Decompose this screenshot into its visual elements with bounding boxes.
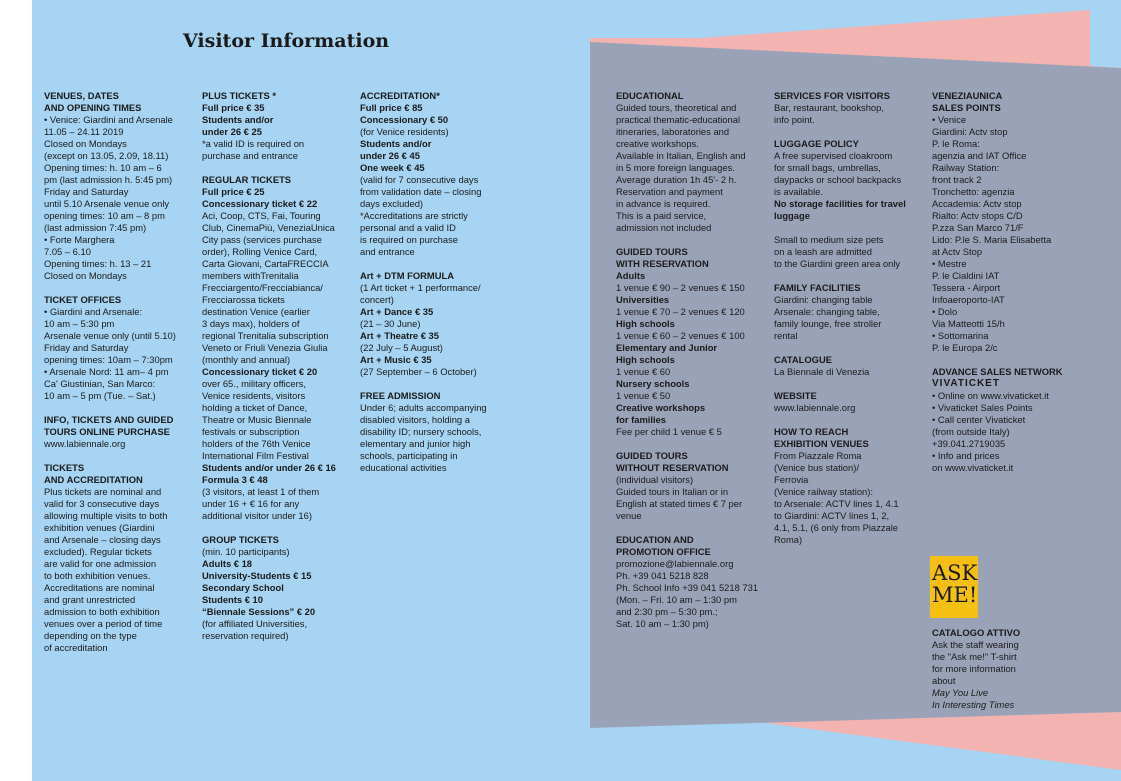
text-line: Sat. 10 am – 1:30 pm) [616,618,709,629]
text-line: Veneto or Friuli Venezia Giulia [202,342,328,353]
text-line: Accreditations are nominal [44,582,155,593]
text-line: about [932,675,956,686]
text-line: and entrance [360,246,415,257]
section-heading: TICKET OFFICES [44,294,122,305]
text-line: (monthly and annual) [202,354,291,365]
text-line: Guided tours in Italian or in [616,486,729,497]
spacer [44,450,194,462]
text-line: (Venice bus station)/ [774,462,859,473]
right-blue-edge [1090,0,1121,68]
text-line: Bar, restaurant, bookshop, [774,102,884,113]
text-line: This is a paid service, [616,210,707,221]
text-line: Venice residents, visitors [202,390,306,401]
text-line: personal and a valid ID [360,222,456,233]
text-line: at Actv Stop [932,246,983,257]
section-heading: ACCREDITATION* [360,90,440,101]
text-line: • Call center Vivaticket [932,414,1026,425]
bold-line: under 26 € 45 [360,150,420,161]
text-line: Ask the staff wearing [932,639,1019,650]
section-heading: LUGGAGE POLICY [774,138,859,149]
text-line: (for affiliated Universities, [202,618,308,629]
text-line: Friday and Saturday [44,186,129,197]
section-heading: REGULAR TICKETS [202,174,292,185]
text-line: • Dolo [932,306,958,317]
text-line: to Arsenale: ACTV lines 1, 4.1 [774,498,899,509]
section-heading: INFO, TICKETS AND GUIDED [44,414,174,425]
text-line: of accreditation [44,642,108,653]
text-line: Arsenale venue only (until 5.10) [44,330,176,341]
text-line: Available in Italian, English and [616,150,746,161]
bold-line: luggage [774,210,810,221]
bold-line: No storage facilities for travel [774,198,906,209]
text-line: holding a ticket of Dance, [202,402,308,413]
text-line: allowing multiple visits to both [44,510,168,521]
bold-line: Art + Theatre € 35 [360,330,439,341]
text-line: exhibition venues (Giardini [44,522,155,533]
page-title: Visitor Information [183,30,390,52]
spacer [774,378,924,390]
text-line: educational activities [360,462,447,473]
text-line: is available. [774,186,823,197]
text-line: Small to medium size pets [774,234,884,245]
section-heading: GUIDED TOURS [616,450,688,461]
column-venues [44,90,194,654]
text-line: order), Rolling Venice Card, [202,246,318,257]
text-line: Closed on Mondays [44,138,127,149]
bold-line: Secondary School [202,582,284,593]
text-line: Average duration 1h 45'- 2 h. [616,174,737,185]
text-line: (Venice railway station): [774,486,873,497]
text-line: www.labiennale.org [774,402,856,413]
text-line: and Arsenale – closing days [44,534,161,545]
text-line: P. le Europa 2/c [932,342,998,353]
spacer [774,342,924,354]
text-line: P.zza San Marco 71/F [932,222,1024,233]
text-line [932,687,1082,699]
text-line: 4.1, 5.1, (6 only from Piazzale [774,522,899,533]
text-line: concert) [360,294,394,305]
text-line: the "Ask me!" T-shirt [932,651,1017,662]
text-line: Railway Station: [932,162,1000,173]
bold-line: Concessionary ticket € 20 [202,366,318,377]
section-heading: GROUP TICKETS [202,534,279,545]
text-line: Closed on Mondays [44,270,127,281]
spacer [616,522,768,534]
section-heading: FREE ADMISSION [360,390,441,401]
text-line: 1 venue € 50 [616,390,671,401]
text-line: Accademia: Actv stop [932,198,1022,209]
text-line: (individual visitors) [616,474,694,485]
text-line: (except on 13.05, 2.09, 18.11) [44,150,169,161]
bold-line: Full price € 35 [202,102,265,113]
section-heading: PROMOTION OFFICE [616,546,711,557]
spacer [616,234,768,246]
section-heading: SERVICES FOR VISITORS [774,90,890,101]
text-line: Tronchetto: agenzia [932,186,1015,197]
bold-line: Full price € 25 [202,186,265,197]
column-services [774,90,924,546]
text-line: Theatre or Music Biennale [202,414,312,425]
text-line: La Biennale di Venezia [774,366,870,377]
bold-line: Nursery schools [616,378,690,389]
text-line: International Film Festival [202,450,309,461]
bold-line: for families [616,414,667,425]
spacer [774,270,924,282]
text-line: and 2:30 pm – 5:30 pm.; [616,606,718,617]
text-line: admission to both exhibition [44,606,160,617]
text-line: (valid for 7 consecutive days [360,174,479,185]
text-line: (from outside Italy) [932,426,1010,437]
text-line: on a leash are admitted [774,246,872,257]
text-line: 10 am – 5:30 pm [44,318,115,329]
bold-line: “Biennale Sessions” € 20 [202,606,316,617]
text-line: depending on the type [44,630,137,641]
section-heading: ADVANCE SALES NETWORK [932,366,1063,377]
text-line: Arsenale: changing table, [774,306,880,317]
text-line: Aci, Coop, CTS, Fai, Touring [202,210,321,221]
text-line: creative workshops. [616,138,699,149]
section-heading: HOW TO REACH [774,426,849,437]
text-line: disabled visitors, holding a [360,414,470,425]
text-line: • Giardini and Arsenale: [44,306,143,317]
section-heading: SALES POINTS [932,102,1001,113]
text-line: (1 Art ticket + 1 performance/ [360,282,481,293]
text-line: 11.05 – 24.11 2019 [44,126,124,137]
text-line: Via Matteotti 15/h [932,318,1005,329]
italic-text: May You Live [932,687,989,698]
text-line: for small bags, umbrellas, [774,162,881,173]
text-line: 10 am – 5 pm (Tue. – Sat.) [44,390,156,401]
text-line: • Vivaticket Sales Points [932,402,1033,413]
text-line: info point. [774,114,815,125]
text-line: Under 6; adults accompanying [360,402,487,413]
text-line: • Info and prices [932,450,1000,461]
text-line: disability ID; nursery schools, [360,426,482,437]
text-line: • Sottomarina [932,330,989,341]
text-line: • Arsenale Nord: 11 am– 4 pm [44,366,169,377]
text-line: • Venice [932,114,967,125]
text-line: on www.vivaticket.it [932,462,1014,473]
text-line: Plus tickets are nominal and [44,486,162,497]
spacer [360,378,510,390]
text-line: agenzia and IAT Office [932,150,1027,161]
text-line: (for Venice residents) [360,126,449,137]
text-line: festivals or subscription [202,426,300,437]
column-plus-tickets [202,90,352,642]
text-line: for more information [932,663,1016,674]
text-line: Guided tours, theoretical and [616,102,737,113]
section-heading: Art + DTM FORMULA [360,270,455,281]
text-line: are valid for one admission [44,558,157,569]
text-line: • Mestre [932,258,967,269]
text-line: 1 venue € 90 – 2 venues € 150 [616,282,745,293]
text-line: venues over a period of time [44,618,163,629]
text-line: elementary and junior high [360,438,471,449]
bold-line: Elementary and Junior [616,342,718,353]
section-heading: WEBSITE [774,390,817,401]
text-line: From Piazzale Roma [774,450,862,461]
text-line: Ferrovia [774,474,809,485]
spacer [616,438,768,450]
text-line: Ph. +39 041 5218 828 [616,570,709,581]
text-line: 3 days max), holders of [202,318,300,329]
section-heading: EDUCATIONAL [616,90,684,101]
text-line: admission not included [616,222,712,233]
text-line: Infoaeroporto-IAT [932,294,1005,305]
text-line: regional Trenitalia subscription [202,330,329,341]
text-line: English at stated times € 7 per [616,498,743,509]
text-line: Fee per child 1 venue € 5 [616,426,722,437]
text-line: (27 September – 6 October) [360,366,477,377]
bold-line: High schools [616,318,675,329]
text-line: to the Giardini green area only [774,258,901,269]
text-line: rental [774,330,798,341]
text-line: (21 – 30 June) [360,318,421,329]
spacer [932,354,1082,366]
text-line: Rialto: Actv stops C/D [932,210,1023,221]
text-line: Reservation and payment [616,186,723,197]
text-line: days excluded) [360,198,424,209]
section-heading: VENUES, DATES [44,90,119,101]
text-line: +39.041.2719035 [932,438,1006,449]
text-line: • Venice: Giardini and Arsenale [44,114,173,125]
spacer [774,222,924,234]
text-line: until 5.10 Arsenale venue only [44,198,170,209]
text-line [932,699,1082,711]
bold-line: One week € 45 [360,162,425,173]
column-accreditation [360,90,510,474]
section-heading: VENEZIAUNICA [932,90,1003,101]
bold-line: Formula 3 € 48 [202,474,268,485]
text-line: Carta Giovani, CartaFRECCIA [202,258,329,269]
bold-line: Students and/or [202,114,274,125]
text-line: in 5 more foreign languages. [616,162,735,173]
column-veneziaunica [932,90,1082,474]
text-line: to both exhibition venues. [44,570,151,581]
text-line: P. le Roma: [932,138,980,149]
section-heading: EXHIBITION VENUES [774,438,869,449]
section-heading: PLUS TICKETS * [202,90,276,101]
text-line: front track 2 [932,174,982,185]
text-line: P. le Cialdini IAT [932,270,1000,281]
text-line: Opening times: h. 13 – 21 [44,258,152,269]
text-line: itineraries, laboratories and [616,126,730,137]
bold-line: Students € 10 [202,594,263,605]
text-line: • Forte Marghera [44,234,115,245]
text-line: reservation required) [202,630,289,641]
spacer [202,522,352,534]
text-line: 1 venue € 60 [616,366,671,377]
text-line: (Mon. – Fri. 10 am – 1:30 pm [616,594,737,605]
text-line: • Online on www.vivaticket.it [932,390,1049,401]
text-line: *Accreditations are strictly [360,210,468,221]
text-line: 7.05 – 6.10 [44,246,91,257]
text-line: *a valid ID is required on [202,138,305,149]
text-line: under 16 + € 16 for any [202,498,300,509]
section-heading: AND ACCREDITATION [44,474,143,485]
text-line: opening times: 10 am – 8 pm [44,210,165,221]
text-line: opening times: 10am – 7:30pm [44,354,173,365]
text-line: to Giardini: ACTV lines 1, 2, [774,510,890,521]
text-line: A free supervised cloakroom [774,150,893,161]
text-line: Giardini: Actv stop [932,126,1008,137]
spacer [774,126,924,138]
italic-text: In Interesting Times [932,699,1015,710]
text-line: Tessera - Airport [932,282,1001,293]
bold-line: University-Students € 15 [202,570,312,581]
section-heading: CATALOGUE [774,354,832,365]
text-line: www.labiennale.org [44,438,126,449]
section-heading: AND OPENING TIMES [44,102,142,113]
section-heading: TOURS ONLINE PURCHASE [44,426,170,437]
text-line: holders of the 76th Venice [202,438,311,449]
bold-line: Creative workshops [616,402,706,413]
bold-line: Adults € 18 [202,558,253,569]
text-line: Frecciargento/Frecciabianca/ [202,282,323,293]
text-line: venue [616,510,642,521]
text-line: 1 venue € 70 – 2 venues € 120 [616,306,745,317]
text-line: from validation date – closing [360,186,482,197]
vivaticket-logo: VIVATICKET [932,378,1000,389]
text-line: Friday and Saturday [44,342,129,353]
section-heading: TICKETS [44,462,85,473]
text-line: Giardini: changing table [774,294,873,305]
text-line: (min. 10 participants) [202,546,290,557]
text-line: schools, participating in [360,450,458,461]
text-line: destination Venice (earlier [202,306,310,317]
bold-line: Universities [616,294,670,305]
section-heading: WITHOUT RESERVATION [616,462,729,473]
text-line: 1 venue € 60 – 2 venues € 100 [616,330,745,341]
section-heading: GUIDED TOURS [616,246,688,257]
text-line: Club, CinemaPiù, VeneziaUnica [202,222,335,233]
text-line: additional visitor under 16) [202,510,312,521]
text-line: Ph. School Info +39 041 5218 731 [616,582,759,593]
text-line: Opening times: h. 10 am – 6 [44,162,162,173]
spacer [360,258,510,270]
text-line: in advance is required. [616,198,711,209]
text-line: family lounge, free stroller [774,318,882,329]
text-line: City pass (services purchase [202,234,322,245]
bold-line: Concessionary € 50 [360,114,449,125]
bold-line: under 26 € 25 [202,126,262,137]
text-line: over 65., military officers, [202,378,307,389]
text-line: (22 July – 5 August) [360,342,443,353]
bold-line: Concessionary ticket € 22 [202,198,318,209]
text-line: Roma) [774,534,803,545]
column-educational [616,90,768,630]
text-line: practical thematic-educational [616,114,741,125]
ask-me-logo-text: ASK ME! [932,561,978,607]
text-line: (3 visitors, at least 1 of them [202,486,320,497]
section-heading: EDUCATION AND [616,534,694,545]
section-heading: WITH RESERVATION [616,258,709,269]
text-line: daypacks or school backpacks [774,174,902,185]
text-line: purchase and entrance [202,150,298,161]
text-line: (last admission 7:45 pm) [44,222,147,233]
bold-line: Full price € 85 [360,102,423,113]
text-line: excluded). Regular tickets [44,546,152,557]
bold-line: High schools [616,354,675,365]
text-line: Ca' Giustinian, San Marco: [44,378,156,389]
text-line: Frecciarossa tickets [202,294,285,305]
text-line: valid for 3 consecutive days [44,498,160,509]
text-line: and grant unrestricted [44,594,136,605]
text-line: is required on purchase [360,234,458,245]
text-line: pm (last admission h. 5:45 pm) [44,174,173,185]
text-line: Lido: P.le S. Maria Elisabetta [932,234,1052,245]
text-line: promozione@labiennale.org [616,558,734,569]
bold-line: Art + Dance € 35 [360,306,434,317]
text-line: members withTrenitalia [202,270,299,281]
section-heading: FAMILY FACILITIES [774,282,861,293]
bold-line: Art + Music € 35 [360,354,432,365]
spacer [44,402,194,414]
spacer [774,414,924,426]
spacer [202,162,352,174]
spacer [44,282,194,294]
bold-line: Adults [616,270,646,281]
section-heading: CATALOGO ATTIVO [932,627,1021,638]
bold-line: Students and/or [360,138,432,149]
column-catalogo-attivo [932,627,1082,711]
bold-line: Students and/or under 26 € 16 [202,462,336,473]
